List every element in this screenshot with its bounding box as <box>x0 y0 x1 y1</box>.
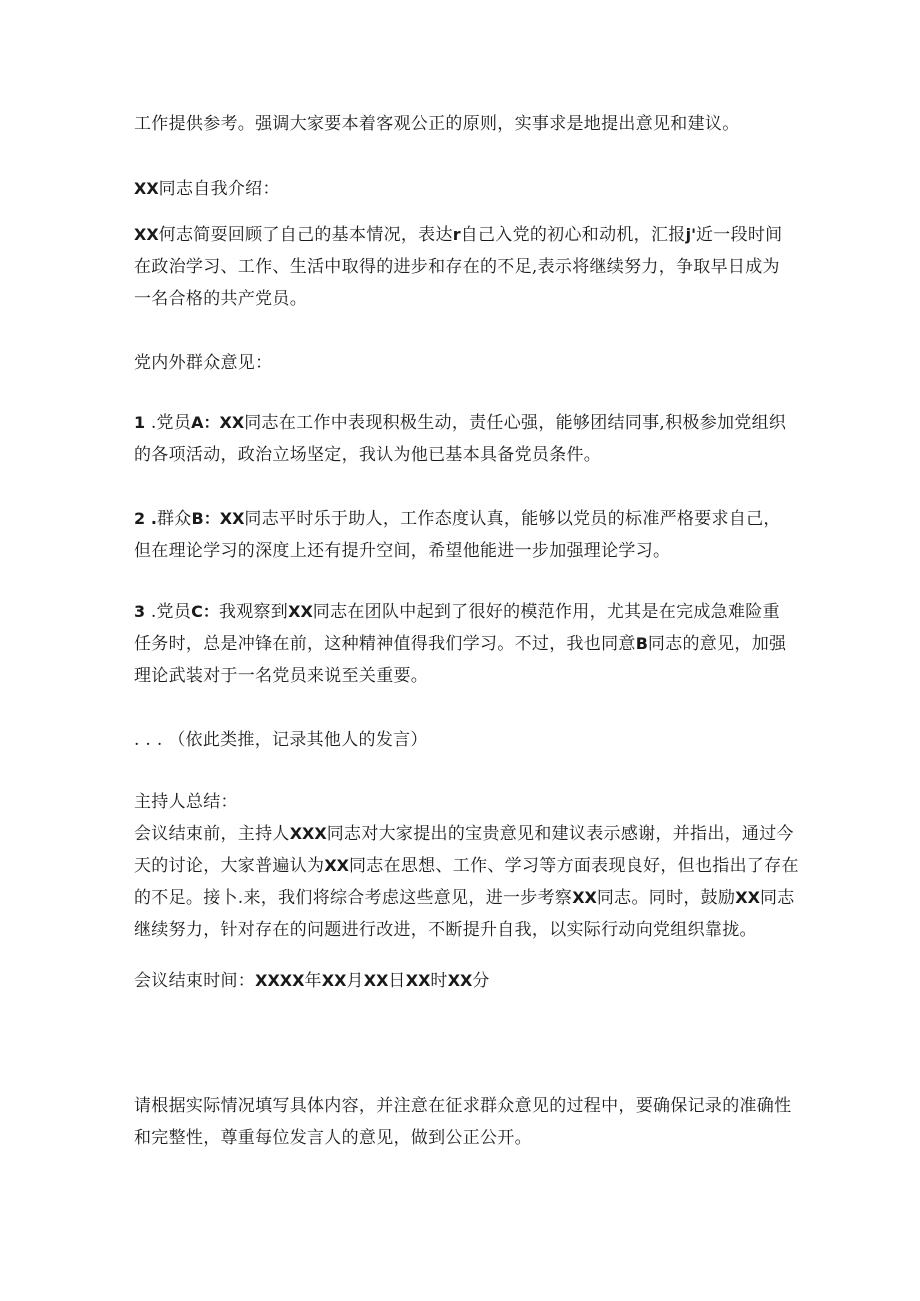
text-run: . <box>150 509 157 528</box>
text-run: 会议结束时间： <box>134 971 256 991</box>
text-run: 的各项活动，政治立场坚定，我认为他已基本具备党员条件。 <box>134 445 602 465</box>
text-run: 和完整性，尊重每位发言人的意见，做到公正公开。 <box>134 1128 532 1148</box>
text-run: 主持人总结： <box>134 792 238 812</box>
text-run: XX <box>134 225 159 244</box>
text-run: 但在理论学习的深度上还有提升空间，希望他能进一步加强理论学习。 <box>134 541 671 561</box>
text-run: XX <box>363 971 389 990</box>
text-line <box>134 665 428 687</box>
text-line <box>134 224 782 246</box>
text-line <box>134 412 786 434</box>
text-run: B <box>635 634 648 653</box>
text-run: C： <box>191 602 219 621</box>
text-line <box>134 256 780 278</box>
text-run: 的不足。接卜.来，我们将综合考虑这些意见，进一步考察 <box>134 888 573 908</box>
text-line <box>134 288 307 310</box>
text-run: XX <box>405 971 431 990</box>
text-run: 3 <box>134 602 146 621</box>
text-run: 日 <box>388 971 406 991</box>
text-run: 2 <box>134 509 146 528</box>
text-line <box>134 633 786 655</box>
text-run: 月 <box>346 971 364 991</box>
text-run: 同志在团队中起到了很好的模范作用，尤其是在完成急难险重 <box>312 602 780 622</box>
text-line <box>134 508 781 530</box>
text-line <box>134 444 601 466</box>
text-line <box>134 729 428 751</box>
text-line <box>134 178 280 200</box>
text-run: 在政治学习、工作、生活中取得的进步和存在的不足,表示将继续努力，争取早日成为 <box>134 257 780 277</box>
text-run: 理论武装对于一名党员来说至关重要。 <box>134 666 429 686</box>
text-run: 继续努力，针对存在的问题进行改进，不断提升自我，以实际行动向党组织靠拢。 <box>134 920 757 940</box>
text-line <box>134 855 799 877</box>
text-run: 同志平时乐于助人，工作态度认真，能够以党员的标准严格要求自己， <box>244 509 781 529</box>
text-run: j' <box>685 225 696 244</box>
text-run: 近一段时间 <box>695 225 783 245</box>
text-line <box>134 113 740 135</box>
text-run: 天的讨论，大家普遍认为 <box>134 856 325 876</box>
text-run: XX <box>735 888 760 907</box>
text-run: 何志简耍回顾了自己的基本情况，表达 <box>158 225 453 245</box>
text-run: XX <box>219 413 245 432</box>
text-run: XX <box>447 971 473 990</box>
text-run: 同志在工作中表现积极生动，责任心强，能够团结同事,积极参加党组织 <box>244 413 787 433</box>
text-run: 群众 <box>156 509 192 529</box>
text-run: 同志在思想、工作、学习等方面表现良好，但也指出了存在 <box>348 856 799 876</box>
text-run: XX <box>324 856 349 875</box>
text-run: XXXX <box>255 971 305 990</box>
text-run: . . . （依此类推，记录其他人的发言） <box>134 730 428 750</box>
text-run: 任务时，总是冲锋在前，这种精神值得我们学习。不过，我也同意 <box>134 634 636 654</box>
text-run: 同志自我介绍： <box>158 179 280 199</box>
text-run: 同志。同时，鼓励 <box>596 888 736 908</box>
text-run: 同志对大家提出的宝贵意见和建议表示感谢，并指出，通过今 <box>326 824 794 844</box>
text-line <box>134 919 757 941</box>
text-line <box>134 601 780 623</box>
text-run: 1 <box>134 413 146 432</box>
text-run: 年 <box>304 971 322 991</box>
text-run: XX <box>321 971 347 990</box>
text-line <box>134 970 490 992</box>
text-run: XX <box>288 602 313 621</box>
text-line <box>134 540 670 562</box>
text-run: B： <box>191 509 220 528</box>
text-run: 一名合格的共产党员。 <box>134 289 307 309</box>
text-run: 时 <box>430 971 448 991</box>
text-run: 自己入党的初心和动机，汇报 <box>460 225 686 245</box>
text-run: XXX <box>289 824 327 843</box>
text-run: 我观察到 <box>218 602 289 622</box>
text-run: XX <box>134 179 159 198</box>
text-line <box>134 887 795 909</box>
text-run: XX <box>572 888 597 907</box>
text-line <box>134 352 272 374</box>
text-run: .党员 <box>145 413 192 433</box>
text-line <box>134 791 238 813</box>
text-run: 党内外群众意见： <box>134 353 273 373</box>
text-run: 工作提供参考。强调大家要本着客观公正的原则，实事求是地提出意见和建议。 <box>134 114 740 134</box>
text-line <box>134 823 794 845</box>
text-run: A： <box>191 413 220 432</box>
text-run: 分 <box>472 971 490 991</box>
text-run: 同志的意见，加强 <box>647 634 787 654</box>
text-run: 请根据实际情况填写具体内容，并注意在征求群众意见的过程中，要确保记录的准确性 <box>134 1096 792 1116</box>
text-run: .党员 <box>145 602 192 622</box>
text-run: 同志 <box>759 888 795 908</box>
text-run: 会议结束前，主持人 <box>134 824 290 844</box>
text-line <box>134 1095 791 1117</box>
text-line <box>134 1127 532 1149</box>
text-run: r <box>452 225 461 244</box>
text-run: XX <box>219 509 245 528</box>
